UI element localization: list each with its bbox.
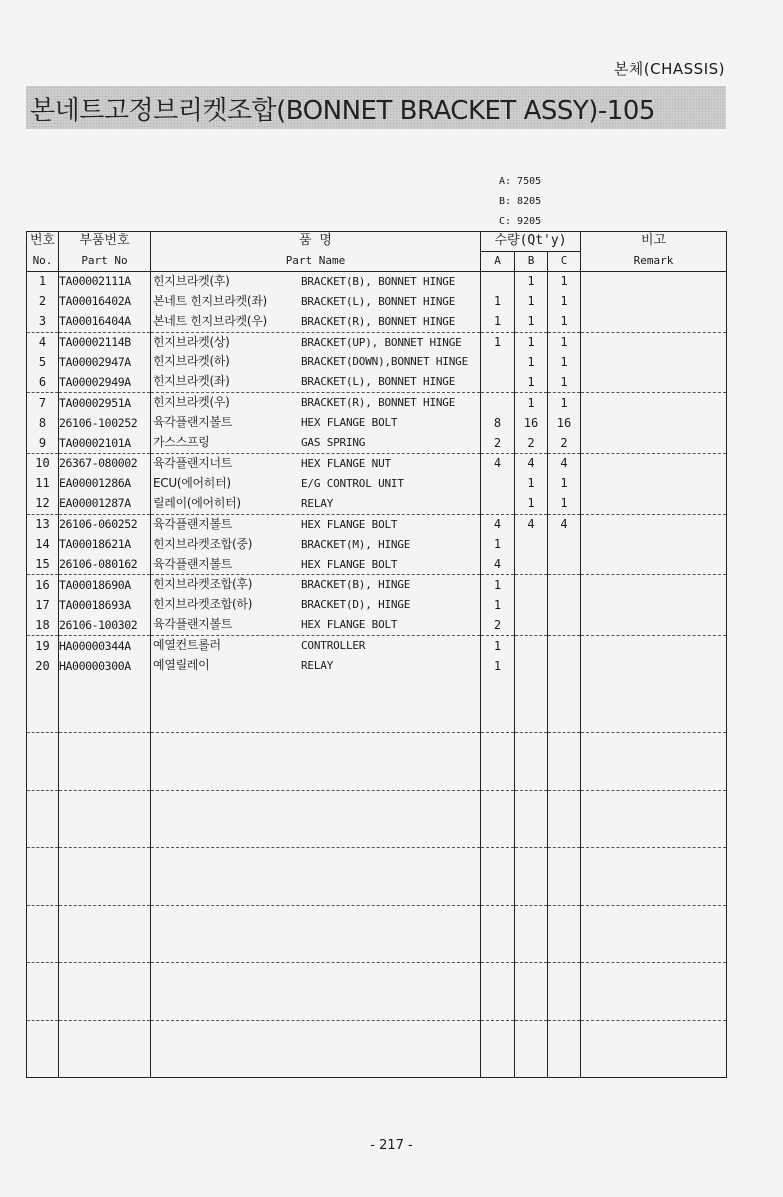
- row-part-name: [151, 636, 481, 656]
- row-qty-c: 4: [548, 453, 581, 473]
- blank-row: [27, 963, 727, 1021]
- row-qty-c: 1: [548, 393, 581, 413]
- row-part-name-en: CONTROLLER: [301, 639, 366, 653]
- blank-cell: [581, 790, 727, 848]
- row-part-name: [151, 555, 481, 575]
- row-part-no: TA00018693A: [59, 595, 151, 615]
- row-qty-b: [515, 636, 548, 656]
- blank-cell: [151, 733, 481, 791]
- row-remark: [581, 535, 727, 555]
- blank-cell: [27, 1020, 59, 1078]
- table-row: [27, 433, 727, 453]
- title-bar: [26, 86, 726, 129]
- row-qty-b: 4: [515, 453, 548, 473]
- row-qty-c: [548, 615, 581, 635]
- blank-cell: [27, 790, 59, 848]
- row-part-name-en: HEX FLANGE BOLT: [301, 416, 398, 430]
- col-no-kr: 번호: [27, 232, 59, 252]
- row-part-name-kr: 힌지브라켓(후): [153, 273, 230, 288]
- row-part-name-kr: 힌지브라켓(우): [153, 395, 230, 410]
- blank-cell: [548, 848, 581, 906]
- page-title: 본네트고정브리켓조합(BONNET BRACKET ASSY)-105: [30, 96, 655, 126]
- row-part-name: [151, 433, 481, 453]
- col-qty-b: B: [515, 251, 548, 271]
- row-no: 5: [27, 352, 59, 372]
- row-qty-c: [548, 656, 581, 676]
- blank-cell: [581, 905, 727, 963]
- row-qty-c: 1: [548, 312, 581, 332]
- blank-row: [27, 790, 727, 848]
- col-part-name-kr: 품 명: [151, 232, 481, 252]
- row-qty-b: 1: [515, 352, 548, 372]
- row-part-name-en: BRACKET(D), HINGE: [301, 598, 411, 612]
- row-part-name-en: BRACKET(B), BONNET HINGE: [301, 274, 456, 288]
- row-part-no: 26106-100302: [59, 615, 151, 635]
- blank-cell: [151, 905, 481, 963]
- row-qty-b: 1: [515, 292, 548, 312]
- row-part-name-en: BRACKET(B), HINGE: [301, 578, 411, 592]
- row-qty-c: [548, 595, 581, 615]
- row-part-name: [151, 271, 481, 291]
- col-no-en: No.: [27, 251, 59, 271]
- row-part-name: [151, 474, 481, 494]
- row-qty-b: 1: [515, 372, 548, 392]
- row-part-name-kr: 가스스프링: [153, 435, 210, 450]
- row-remark: [581, 514, 727, 534]
- row-part-name: [151, 575, 481, 595]
- row-part-no: 26106-060252: [59, 514, 151, 534]
- row-part-name: [151, 352, 481, 372]
- row-qty-b: 1: [515, 494, 548, 514]
- blank-cell: [515, 676, 548, 733]
- row-qty-a: [481, 494, 515, 514]
- row-qty-a: 4: [481, 555, 515, 575]
- blank-cell: [515, 790, 548, 848]
- parts-rows: [27, 271, 727, 1078]
- table-row: [27, 474, 727, 494]
- row-part-name-en: HEX FLANGE NUT: [301, 456, 391, 470]
- row-part-name: [151, 656, 481, 676]
- row-part-name: [151, 413, 481, 433]
- row-part-no: TA00002947A: [59, 352, 151, 372]
- row-qty-b: [515, 535, 548, 555]
- blank-cell: [548, 733, 581, 791]
- blank-cell: [515, 905, 548, 963]
- blank-cell: [548, 676, 581, 733]
- table-row: [27, 352, 727, 372]
- row-part-name-kr: 육각플랜지볼트: [153, 617, 233, 632]
- row-qty-a: 1: [481, 332, 515, 352]
- row-qty-c: [548, 555, 581, 575]
- row-part-no: EA00001287A: [59, 494, 151, 514]
- row-part-name: [151, 453, 481, 473]
- blank-cell: [151, 963, 481, 1021]
- blank-cell: [548, 1020, 581, 1078]
- row-part-name: [151, 494, 481, 514]
- row-qty-a: [481, 393, 515, 413]
- row-qty-b: 1: [515, 312, 548, 332]
- blank-cell: [59, 848, 151, 906]
- blank-cell: [59, 963, 151, 1021]
- blank-cell: [581, 676, 727, 733]
- row-qty-a: [481, 271, 515, 291]
- row-part-no: TA00018621A: [59, 535, 151, 555]
- row-remark: [581, 393, 727, 413]
- row-part-name-kr: 육각플랜지볼트: [153, 415, 233, 430]
- row-remark: [581, 656, 727, 676]
- row-part-no: TA00002114B: [59, 332, 151, 352]
- blank-cell: [151, 676, 481, 733]
- row-part-no: TA00016402A: [59, 292, 151, 312]
- row-part-name-en: BRACKET(M), HINGE: [301, 537, 411, 551]
- row-part-name: [151, 615, 481, 635]
- blank-cell: [59, 733, 151, 791]
- row-part-name-kr: 힌지브라켓(상): [153, 334, 230, 349]
- row-remark: [581, 615, 727, 635]
- table-row: [27, 575, 727, 595]
- blank-cell: [59, 676, 151, 733]
- table-row: [27, 535, 727, 555]
- blank-cell: [515, 733, 548, 791]
- row-part-no: EA00001286A: [59, 474, 151, 494]
- row-qty-c: [548, 636, 581, 656]
- col-part-name-en: Part Name: [151, 251, 481, 271]
- blank-cell: [515, 848, 548, 906]
- row-remark: [581, 312, 727, 332]
- row-no: 9: [27, 433, 59, 453]
- blank-cell: [481, 905, 515, 963]
- col-qty-a: A: [481, 251, 515, 271]
- blank-cell: [59, 1020, 151, 1078]
- row-qty-a: 1: [481, 292, 515, 312]
- row-part-no: HA00000344A: [59, 636, 151, 656]
- blank-cell: [151, 1020, 481, 1078]
- row-remark: [581, 575, 727, 595]
- row-part-name-en: HEX FLANGE BOLT: [301, 618, 398, 632]
- blank-cell: [581, 963, 727, 1021]
- row-part-name: [151, 332, 481, 352]
- row-part-name-kr: 힌지브라켓(하): [153, 354, 230, 369]
- row-part-no: HA00000300A: [59, 656, 151, 676]
- row-no: 16: [27, 575, 59, 595]
- row-part-no: 26367-080002: [59, 453, 151, 473]
- row-qty-b: 1: [515, 474, 548, 494]
- row-part-name: [151, 312, 481, 332]
- row-qty-b: [515, 656, 548, 676]
- row-part-name-kr: 육각플랜지너트: [153, 455, 233, 470]
- blank-cell: [581, 733, 727, 791]
- blank-row: [27, 733, 727, 791]
- row-no: 8: [27, 413, 59, 433]
- row-no: 7: [27, 393, 59, 413]
- blank-cell: [27, 676, 59, 733]
- row-qty-a: [481, 474, 515, 494]
- row-part-name-kr: 힌지브라켓조합(후): [153, 577, 253, 592]
- blank-row: [27, 905, 727, 963]
- row-qty-a: 1: [481, 636, 515, 656]
- row-part-name-en: BRACKET(L), BONNET HINGE: [301, 375, 456, 389]
- row-part-name: [151, 393, 481, 413]
- table-row: [27, 312, 727, 332]
- row-part-name-kr: 힌지브라켓조합(중): [153, 536, 253, 551]
- row-no: 19: [27, 636, 59, 656]
- row-qty-b: 1: [515, 332, 548, 352]
- blank-cell: [151, 790, 481, 848]
- row-part-name: [151, 514, 481, 534]
- blank-cell: [151, 848, 481, 906]
- row-remark: [581, 271, 727, 291]
- row-qty-a: 4: [481, 453, 515, 473]
- row-no: 17: [27, 595, 59, 615]
- blank-cell: [27, 733, 59, 791]
- row-qty-b: [515, 595, 548, 615]
- row-part-no: TA00002949A: [59, 372, 151, 392]
- row-qty-a: 1: [481, 312, 515, 332]
- table-row: [27, 372, 727, 392]
- row-qty-c: [548, 535, 581, 555]
- row-part-name-kr: 육각플랜지볼트: [153, 556, 233, 571]
- col-qty: 수량(Qt'y): [481, 232, 581, 252]
- col-part-no-en: Part No: [59, 251, 151, 271]
- row-part-name-kr: ECU(에어히터): [153, 475, 231, 490]
- row-part-name: [151, 292, 481, 312]
- blank-cell: [27, 848, 59, 906]
- row-part-no: TA00002951A: [59, 393, 151, 413]
- row-part-name-en: HEX FLANGE BOLT: [301, 517, 398, 531]
- row-remark: [581, 433, 727, 453]
- page-number: - 217 -: [370, 1138, 413, 1153]
- row-part-name-kr: 힌지브라켓조합(하): [153, 597, 253, 612]
- row-no: 10: [27, 453, 59, 473]
- table-row: [27, 595, 727, 615]
- row-no: 6: [27, 372, 59, 392]
- table-row: [27, 393, 727, 413]
- table-row: [27, 514, 727, 534]
- row-part-no: 26106-080162: [59, 555, 151, 575]
- table-row: [27, 332, 727, 352]
- row-qty-b: 1: [515, 393, 548, 413]
- row-qty-c: 1: [548, 292, 581, 312]
- row-qty-a: 1: [481, 575, 515, 595]
- row-no: 20: [27, 656, 59, 676]
- row-qty-a: 8: [481, 413, 515, 433]
- row-no: 18: [27, 615, 59, 635]
- row-part-name-en: BRACKET(UP), BONNET HINGE: [301, 335, 462, 349]
- blank-cell: [548, 790, 581, 848]
- col-qty-c: C: [548, 251, 581, 271]
- row-part-name: [151, 372, 481, 392]
- table-row: [27, 636, 727, 656]
- row-qty-b: 16: [515, 413, 548, 433]
- row-part-name-en: RELAY: [301, 496, 334, 510]
- row-qty-c: 1: [548, 372, 581, 392]
- row-remark: [581, 555, 727, 575]
- model-b: B: 8205: [499, 196, 542, 207]
- row-part-name-kr: 힌지브라켓(좌): [153, 374, 230, 389]
- blank-cell: [581, 848, 727, 906]
- row-qty-c: 2: [548, 433, 581, 453]
- blank-cell: [481, 1020, 515, 1078]
- row-part-no: TA00002111A: [59, 271, 151, 291]
- blank-cell: [27, 963, 59, 1021]
- model-legend: [499, 172, 541, 232]
- row-no: 11: [27, 474, 59, 494]
- row-no: 4: [27, 332, 59, 352]
- row-qty-a: [481, 372, 515, 392]
- table-row: [27, 615, 727, 635]
- row-qty-a: 1: [481, 535, 515, 555]
- row-no: 15: [27, 555, 59, 575]
- blank-row: [27, 1020, 727, 1078]
- row-no: 3: [27, 312, 59, 332]
- row-part-name-kr: 예열컨트롤러: [153, 638, 221, 653]
- blank-cell: [59, 905, 151, 963]
- row-part-name-kr: 릴레이(에어히터): [153, 495, 241, 510]
- row-qty-b: [515, 615, 548, 635]
- row-part-name-en: RELAY: [301, 659, 334, 673]
- row-part-name-en: E/G CONTROL UNIT: [301, 476, 404, 490]
- row-no: 1: [27, 271, 59, 291]
- row-remark: [581, 413, 727, 433]
- blank-cell: [548, 963, 581, 1021]
- parts-table: [26, 231, 727, 1078]
- model-c: C: 9205: [499, 216, 542, 227]
- row-qty-a: 1: [481, 595, 515, 615]
- blank-cell: [515, 963, 548, 1021]
- col-remark-kr: 비고: [581, 232, 727, 252]
- col-part-no-kr: 부품번호: [59, 232, 151, 252]
- table-row: [27, 453, 727, 473]
- row-part-name-en: BRACKET(DOWN),BONNET HINGE: [301, 355, 468, 369]
- section-label: 본체(CHASSIS): [613, 60, 725, 78]
- blank-cell: [548, 905, 581, 963]
- row-part-name-kr: 예열릴레이: [153, 658, 210, 673]
- table-row: [27, 494, 727, 514]
- row-remark: [581, 494, 727, 514]
- blank-cell: [581, 1020, 727, 1078]
- row-part-name-en: BRACKET(R), BONNET HINGE: [301, 314, 456, 328]
- row-part-name-kr: 본네트 힌지브라켓(우): [153, 313, 267, 328]
- blank-cell: [27, 905, 59, 963]
- row-remark: [581, 453, 727, 473]
- row-qty-c: 1: [548, 474, 581, 494]
- blank-cell: [481, 790, 515, 848]
- row-part-no: TA00002101A: [59, 433, 151, 453]
- blank-row: [27, 676, 727, 733]
- blank-cell: [481, 963, 515, 1021]
- model-a: A: 7505: [499, 176, 542, 187]
- table-row: [27, 656, 727, 676]
- row-qty-b: [515, 555, 548, 575]
- blank-cell: [59, 790, 151, 848]
- blank-cell: [515, 1020, 548, 1078]
- row-qty-c: 16: [548, 413, 581, 433]
- row-no: 12: [27, 494, 59, 514]
- row-qty-c: 1: [548, 332, 581, 352]
- row-remark: [581, 474, 727, 494]
- table-row: [27, 555, 727, 575]
- row-remark: [581, 332, 727, 352]
- row-qty-b: 2: [515, 433, 548, 453]
- row-part-name: [151, 595, 481, 615]
- table-row: [27, 413, 727, 433]
- row-qty-a: 2: [481, 433, 515, 453]
- row-part-no: TA00016404A: [59, 312, 151, 332]
- blank-row: [27, 848, 727, 906]
- row-part-name-en: BRACKET(R), BONNET HINGE: [301, 396, 456, 410]
- row-qty-a: 1: [481, 656, 515, 676]
- row-part-no: 26106-100252: [59, 413, 151, 433]
- row-remark: [581, 372, 727, 392]
- row-qty-b: [515, 575, 548, 595]
- blank-cell: [481, 733, 515, 791]
- row-qty-c: 1: [548, 494, 581, 514]
- col-remark-en: Remark: [581, 251, 727, 271]
- row-part-name-kr: 본네트 힌지브라켓(좌): [153, 293, 267, 308]
- row-qty-b: 4: [515, 514, 548, 534]
- row-no: 13: [27, 514, 59, 534]
- row-part-no: TA00018690A: [59, 575, 151, 595]
- blank-cell: [481, 676, 515, 733]
- row-part-name-en: BRACKET(L), BONNET HINGE: [301, 294, 456, 308]
- row-part-name-en: HEX FLANGE BOLT: [301, 557, 398, 571]
- row-part-name: [151, 535, 481, 555]
- row-qty-a: 2: [481, 615, 515, 635]
- table-row: [27, 271, 727, 291]
- row-qty-a: [481, 352, 515, 372]
- row-remark: [581, 292, 727, 312]
- row-part-name-en: GAS SPRING: [301, 436, 366, 450]
- row-qty-a: 4: [481, 514, 515, 534]
- row-no: 14: [27, 535, 59, 555]
- row-qty-c: 1: [548, 271, 581, 291]
- row-remark: [581, 352, 727, 372]
- row-qty-b: 1: [515, 271, 548, 291]
- row-remark: [581, 595, 727, 615]
- row-qty-c: [548, 575, 581, 595]
- table-row: [27, 292, 727, 312]
- row-part-name-kr: 육각플랜지볼트: [153, 516, 233, 531]
- row-remark: [581, 636, 727, 656]
- row-qty-c: 4: [548, 514, 581, 534]
- row-no: 2: [27, 292, 59, 312]
- blank-cell: [481, 848, 515, 906]
- row-qty-c: 1: [548, 352, 581, 372]
